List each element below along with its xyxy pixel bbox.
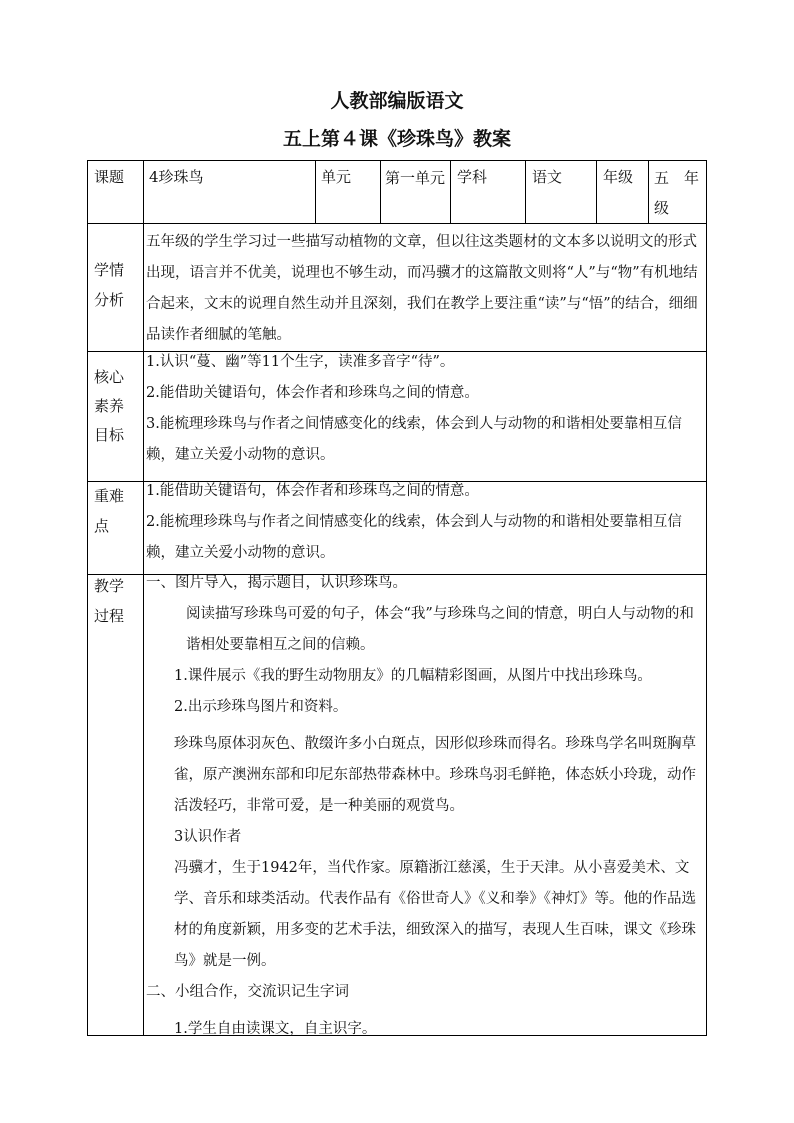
course-label: 课题 bbox=[94, 168, 125, 186]
process-item: 1.学生自由读课文，自主识字。 bbox=[174, 1021, 377, 1037]
course-value: 4珍珠鸟 bbox=[149, 168, 204, 186]
row-divider bbox=[88, 223, 706, 224]
subject-value: 语文 bbox=[532, 168, 563, 186]
page-title-line2: 五上第４课《珍珠鸟》教案 bbox=[282, 128, 511, 150]
key-points-label: 重难点 bbox=[94, 487, 125, 535]
key-point-item: 1.能借助关键语句，体会作者和珍珠鸟之间的情意。 bbox=[146, 483, 479, 499]
analysis-label: 学情分析 bbox=[94, 261, 125, 309]
process-item: 2.出示珍珠鸟图片和资料。 bbox=[174, 699, 348, 715]
analysis-text: 五年级的学生学习过一些描写动植物的文章，但以往这类题材的文本多以说明文的形式出现，语言并不优美，说理也不够生动，而冯骥才的这篇散文则将“人”与“物”有机地结合起来，文末的说理自然生动并且深刻，我们在教学上要注重“读”与“悟”的结合，细细品读作者细腻的笔触。 bbox=[146, 234, 698, 343]
process-paragraph: 珍珠鸟原体羽灰色、散缀许多小白斑点，因形似珍珠而得名。珍珠鸟学名叫斑胸草雀，原产澳洲东部和印尼东部热带森林中。珍珠鸟羽毛鲜艳，体态妖小玲珑，动作活泼轻巧，非常可爱，是一种美丽的观赏鸟。 bbox=[174, 736, 696, 814]
process-content bbox=[146, 568, 702, 1045]
process-step-heading: 二、小组合作，交流识记生字词 bbox=[146, 984, 349, 1000]
process-item: 3认识作者 bbox=[174, 829, 242, 845]
goal-item: 2.能借助关键语句，体会作者和珍珠鸟之间的情意。 bbox=[146, 385, 479, 401]
goal-item: 1.认识“蔓、幽”等11个生字，读准多音字“待”。 bbox=[146, 354, 455, 370]
unit-label: 单元 bbox=[321, 168, 352, 186]
column-divider bbox=[143, 161, 144, 1035]
goals-list bbox=[146, 347, 702, 471]
grade-label: 年级 bbox=[603, 168, 634, 186]
unit-value: 第一单元 bbox=[385, 169, 446, 187]
column-divider bbox=[450, 161, 451, 223]
subject-label: 学科 bbox=[457, 168, 488, 186]
grade-value: 五 年级 bbox=[654, 169, 700, 217]
column-divider bbox=[380, 161, 381, 223]
process-paragraph: 冯骥才，生于1942年，当代作家。原籍浙江慈溪，生于天津。从小喜爱美术、文学、音乐和球类活动。代表作品有《俗世奇人》《义和拳》《神灯》等。他的作品选材的角度新颖，用多变的艺术手法，细致深入的描写，表现人生百味，课文《珍珠鸟》就是一例。 bbox=[174, 860, 696, 969]
key-points-list bbox=[146, 476, 702, 569]
key-point-item: 2.能梳理珍珠鸟与作者之间情感变化的线索，体会到人与动物的和谐相处要靠相互信赖，建立关爱小动物的意识。 bbox=[146, 514, 682, 561]
process-paragraph: 阅读描写珍珠鸟可爱的句子，体会“我”与珍珠鸟之间的情意，明白人与动物的和谐相处要靠相互之间的信赖。 bbox=[186, 606, 694, 653]
lesson-plan-table bbox=[87, 160, 707, 1036]
column-divider bbox=[315, 161, 316, 223]
column-divider bbox=[648, 161, 649, 223]
column-divider bbox=[525, 161, 526, 223]
process-step-heading: 一、图片导入，揭示题目，认识珍珠鸟。 bbox=[146, 575, 407, 591]
process-label: 教学过程 bbox=[94, 577, 125, 625]
process-item: 1.课件展示《我的野生动物朋友》的几幅精彩图画，从图片中找出珍珠鸟。 bbox=[174, 668, 652, 684]
goal-item: 3.能梳理珍珠鸟与作者之间情感变化的线索，体会到人与动物的和谐相处要靠相互信赖，建立关爱小动物的意识。 bbox=[146, 416, 682, 463]
page-title-line1: 人教部编版语文 bbox=[330, 90, 464, 112]
column-divider bbox=[596, 161, 597, 223]
goals-label: 核心素养目标 bbox=[94, 368, 125, 444]
